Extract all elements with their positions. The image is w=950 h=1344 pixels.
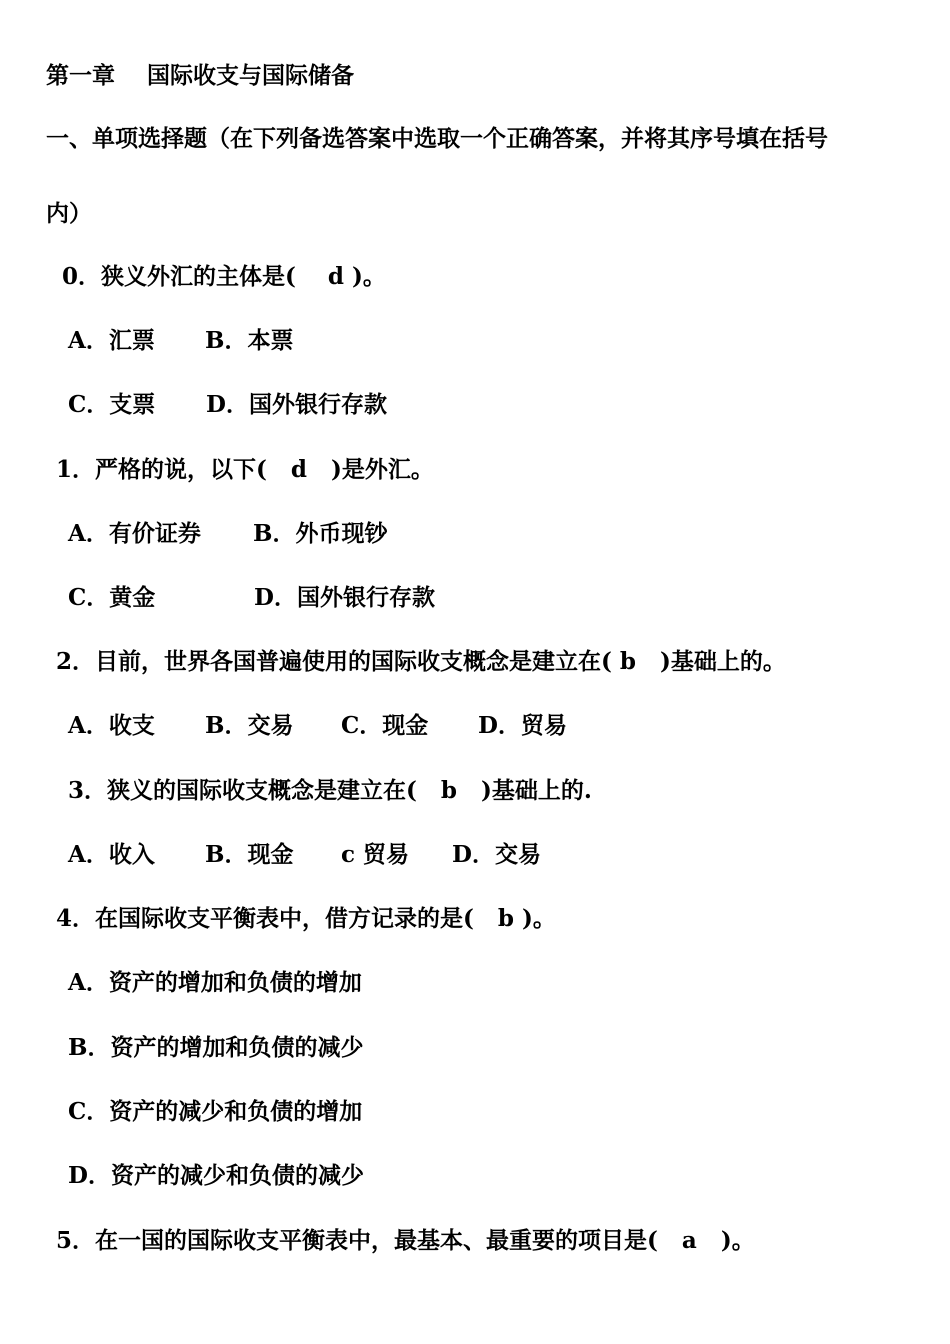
question-0-option-b: B．本票 — [205, 327, 294, 354]
question-0-option-d: D．国外银行存款 — [206, 391, 387, 418]
question-3-options-row — [68, 840, 628, 870]
question-1-option-d: D．国外银行存款 — [254, 584, 435, 611]
section-heading-continued: 内） — [46, 200, 92, 227]
question-0-options-row-2 — [68, 390, 468, 420]
question-2-stem: 2．目前，世界各国普遍使用的国际收支概念是建立在( b )基础上的。 — [56, 648, 786, 675]
question-1-options-row-2 — [68, 583, 488, 613]
chapter-title: 第一章 国际收支与国际储备 — [46, 62, 355, 89]
question-3-option-b: B．现金 — [205, 841, 294, 868]
section-heading: 一、单项选择题（在下列备选答案中选取一个正确答案，并将其序号填在括号 — [46, 125, 828, 152]
question-3-option-c: c 贸易 — [341, 841, 410, 868]
question-1-options-row-1 — [68, 519, 468, 549]
question-2-options-row — [68, 711, 628, 741]
question-3-option-a: A．收入 — [68, 841, 155, 868]
question-2-option-c: C．现金 — [341, 712, 429, 739]
question-0-stem: 0．狭义外汇的主体是( d )。 — [62, 263, 386, 290]
question-3-stem: 3．狭义的国际收支概念是建立在( b )基础上的. — [68, 777, 592, 804]
question-4-option-a: A．资产的增加和负债的增加 — [68, 969, 362, 996]
question-4-option-b: B．资产的增加和负债的减少 — [68, 1034, 364, 1061]
question-1-option-a: A．有价证券 — [68, 520, 201, 547]
question-0-option-a: A．汇票 — [68, 327, 155, 354]
question-1-stem: 1．严格的说，以下( d )是外汇。 — [56, 456, 434, 483]
question-0-options-row-1 — [68, 326, 468, 356]
question-3-option-d: D．交易 — [452, 841, 541, 868]
question-0-option-c: C．支票 — [68, 391, 156, 418]
question-4-stem: 4．在国际收支平衡表中，借方记录的是( b )。 — [56, 905, 556, 932]
question-2-option-a: A．收支 — [68, 712, 155, 739]
question-4-option-d: D．资产的减少和负债的减少 — [68, 1162, 364, 1189]
question-2-option-b: B．交易 — [205, 712, 294, 739]
question-1-option-c: C．黄金 — [68, 584, 156, 611]
question-2-option-d: D．贸易 — [478, 712, 567, 739]
question-1-option-b: B．外币现钞 — [253, 520, 388, 547]
question-5-stem: 5．在一国的国际收支平衡表中，最基本、最重要的项目是( a )。 — [56, 1227, 755, 1254]
question-4-option-c: C．资产的减少和负债的增加 — [68, 1098, 363, 1125]
